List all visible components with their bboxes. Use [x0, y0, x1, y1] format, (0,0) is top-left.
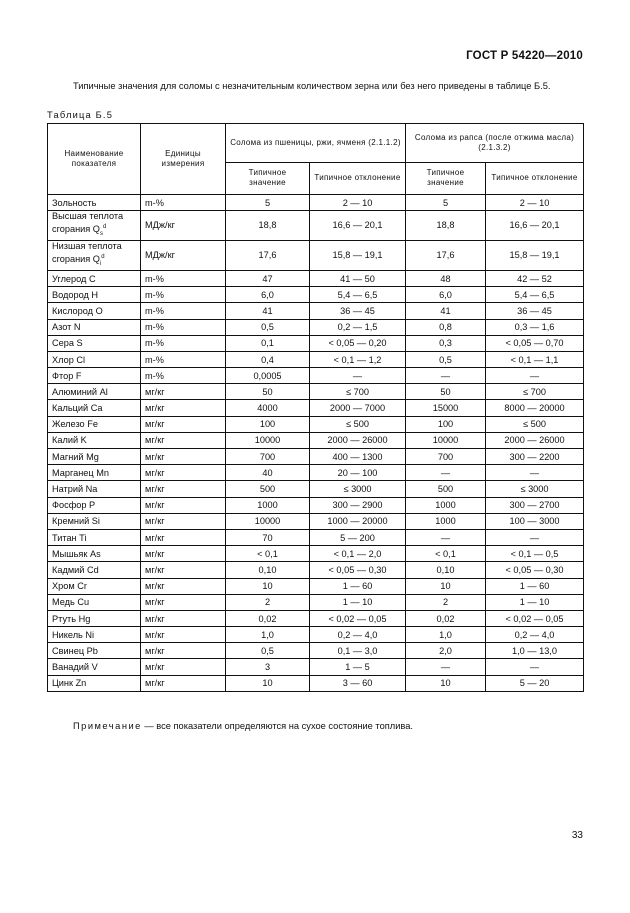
row-name-cell [48, 303, 141, 319]
row-typical-rapeseed: 0,5 [406, 351, 486, 367]
row-deviation-rapeseed: 1 — 10 [486, 594, 584, 610]
row-typical-rapeseed: 48 [406, 270, 486, 286]
row-unit: мг/кг [141, 643, 226, 659]
table-row [48, 513, 584, 529]
row-name-cell [48, 643, 141, 659]
row-deviation-rapeseed: ≤ 3000 [486, 481, 584, 497]
row-typical-rapeseed: 10 [406, 675, 486, 691]
row-name-cell [48, 432, 141, 448]
row-name-cell [48, 529, 141, 545]
row-name: Никель Ni [52, 629, 95, 640]
table-row [48, 319, 584, 335]
row-deviation-wheat: 0,2 — 1,5 [310, 319, 406, 335]
row-unit: m-% [141, 368, 226, 384]
row-typical-wheat: 0,5 [226, 643, 310, 659]
row-name: Титан Ti [52, 532, 87, 543]
row-name: Азот N [52, 322, 81, 333]
table-row [48, 546, 584, 562]
row-deviation-wheat: 36 — 45 [310, 303, 406, 319]
row-name: Низшая теплота сгорания Q [52, 241, 122, 265]
row-unit: m-% [141, 319, 226, 335]
row-name: Сера S [52, 338, 83, 349]
table-row [48, 416, 584, 432]
table-note [47, 721, 585, 731]
intro-paragraph: Типичные значения для соломы с незначительным количеством зерна или без него приведены в таблице Б.5. [73, 81, 551, 91]
row-unit: мг/кг [141, 610, 226, 626]
row-name-cell [48, 594, 141, 610]
row-deviation-wheat: 20 — 100 [310, 465, 406, 481]
row-typical-rapeseed: 500 [406, 481, 486, 497]
row-deviation-wheat: 1 — 5 [310, 659, 406, 675]
row-name: Хром Cr [52, 581, 87, 592]
page-number: 33 [571, 830, 583, 841]
row-typical-rapeseed: 17,6 [406, 241, 486, 271]
row-typical-wheat: 100 [226, 416, 310, 432]
row-typical-wheat: 3 [226, 659, 310, 675]
row-deviation-rapeseed: 5,4 — 6,5 [486, 287, 584, 303]
row-unit: m-% [141, 287, 226, 303]
table-row [48, 643, 584, 659]
row-name-cell [48, 546, 141, 562]
header-typical-1: Типичное значение [226, 162, 310, 194]
row-typical-rapeseed: 18,8 [406, 211, 486, 241]
row-deviation-rapeseed: 1 — 60 [486, 578, 584, 594]
table-row [48, 303, 584, 319]
row-deviation-rapeseed: 300 — 2200 [486, 449, 584, 465]
row-unit: m-% [141, 195, 226, 211]
table-row [48, 627, 584, 643]
table-header-row [48, 124, 584, 163]
row-name: Фосфор P [52, 500, 96, 511]
row-name: Свинец Pb [52, 645, 98, 656]
row-typical-wheat: 0,1 [226, 335, 310, 351]
header-group-wheat: Солома из пшеницы, ржи, ячменя (2.1.1.2) [226, 124, 406, 163]
row-name: Алюминий Al [52, 386, 108, 397]
row-name: Фтор F [52, 370, 82, 381]
row-unit: мг/кг [141, 481, 226, 497]
row-deviation-wheat: ≤ 3000 [310, 481, 406, 497]
row-typical-wheat: 0,10 [226, 562, 310, 578]
row-name-cell [48, 497, 141, 513]
row-typical-rapeseed: 0,02 [406, 610, 486, 626]
row-deviation-wheat: 300 — 2900 [310, 497, 406, 513]
row-name-cell [48, 270, 141, 286]
row-typical-rapeseed: 100 [406, 416, 486, 432]
row-unit: МДж/кг [141, 241, 226, 271]
row-deviation-wheat: 16,6 — 20,1 [310, 211, 406, 241]
row-typical-wheat: 700 [226, 449, 310, 465]
row-name: Высшая теплота сгорания Q [52, 211, 124, 235]
row-name-cell [48, 627, 141, 643]
row-deviation-wheat: — [310, 368, 406, 384]
row-unit: мг/кг [141, 529, 226, 545]
row-name: Калий K [52, 435, 87, 446]
table-row [48, 195, 584, 211]
row-name: Хлор Cl [52, 354, 86, 365]
row-name: Зольность [52, 197, 97, 208]
table-row [48, 211, 584, 241]
table-row [48, 594, 584, 610]
row-typical-wheat: 40 [226, 465, 310, 481]
row-deviation-rapeseed: < 0,1 — 1,1 [486, 351, 584, 367]
row-name: Углерод C [52, 273, 96, 284]
row-typical-wheat: 0,4 [226, 351, 310, 367]
row-deviation-wheat: 2000 — 26000 [310, 432, 406, 448]
row-deviation-wheat: 2000 — 7000 [310, 400, 406, 416]
row-name-cell [48, 400, 141, 416]
row-typical-rapeseed: — [406, 465, 486, 481]
row-name-cell [48, 578, 141, 594]
row-name: Медь Cu [52, 597, 90, 608]
row-name-cell [48, 416, 141, 432]
row-deviation-rapeseed: — [486, 529, 584, 545]
table-row [48, 449, 584, 465]
row-deviation-rapeseed: 8000 — 20000 [486, 400, 584, 416]
row-typical-wheat: 10000 [226, 432, 310, 448]
row-deviation-rapeseed: ≤ 500 [486, 416, 584, 432]
row-typical-wheat: 10 [226, 675, 310, 691]
row-deviation-wheat: 1000 — 20000 [310, 513, 406, 529]
row-unit: мг/кг [141, 432, 226, 448]
row-name-cell [48, 211, 141, 241]
table-row [48, 432, 584, 448]
row-typical-rapeseed: 1000 [406, 513, 486, 529]
row-deviation-wheat: < 0,05 — 0,30 [310, 562, 406, 578]
row-deviation-wheat: 1 — 10 [310, 594, 406, 610]
row-typical-wheat: 10000 [226, 513, 310, 529]
row-name: Цинк Zn [52, 678, 87, 689]
row-unit: мг/кг [141, 513, 226, 529]
row-name: Кальций Ca [52, 403, 103, 414]
row-typical-rapeseed: — [406, 659, 486, 675]
row-typical-rapeseed: 2,0 [406, 643, 486, 659]
row-typical-rapeseed: — [406, 368, 486, 384]
table-row [48, 241, 584, 271]
row-deviation-rapeseed: 15,8 — 19,1 [486, 241, 584, 271]
row-name: Магний Mg [52, 451, 99, 462]
row-name-cell [48, 481, 141, 497]
row-name-cell [48, 195, 141, 211]
row-typical-wheat: 500 [226, 481, 310, 497]
row-unit: мг/кг [141, 416, 226, 432]
row-deviation-rapeseed: 1,0 — 13,0 [486, 643, 584, 659]
row-typical-rapeseed: 0,10 [406, 562, 486, 578]
row-name: Марганец Mn [52, 467, 109, 478]
header-deviation-1: Типичное отклонение [310, 162, 406, 194]
row-deviation-wheat: ≤ 700 [310, 384, 406, 400]
row-unit: мг/кг [141, 400, 226, 416]
row-deviation-wheat: 5,4 — 6,5 [310, 287, 406, 303]
row-typical-rapeseed: 0,3 [406, 335, 486, 351]
row-deviation-wheat: < 0,1 — 1,2 [310, 351, 406, 367]
table-row [48, 368, 584, 384]
row-name-cell [48, 368, 141, 384]
row-name: Ртуть Hg [52, 613, 91, 624]
row-typical-wheat: 0,0005 [226, 368, 310, 384]
row-unit: мг/кг [141, 627, 226, 643]
table-row [48, 675, 584, 691]
row-unit: m-% [141, 270, 226, 286]
header-deviation-2: Типичное отклонение [486, 162, 584, 194]
row-name-subscript: i [99, 260, 102, 267]
row-deviation-rapeseed: — [486, 465, 584, 481]
row-typical-wheat: 18,8 [226, 211, 310, 241]
row-deviation-wheat: 400 — 1300 [310, 449, 406, 465]
row-typical-wheat: 17,6 [226, 241, 310, 271]
row-name-superscript: d [101, 254, 105, 261]
row-unit: мг/кг [141, 578, 226, 594]
row-unit: мг/кг [141, 449, 226, 465]
row-typical-rapeseed: 10 [406, 578, 486, 594]
row-typical-rapeseed: < 0,1 [406, 546, 486, 562]
row-typical-wheat: 1000 [226, 497, 310, 513]
row-name: Кислород O [52, 305, 103, 316]
row-typical-wheat: 41 [226, 303, 310, 319]
row-unit: мг/кг [141, 465, 226, 481]
table-row [48, 659, 584, 675]
row-deviation-rapeseed: 0,2 — 4,0 [486, 627, 584, 643]
table-row [48, 562, 584, 578]
row-typical-rapeseed: 15000 [406, 400, 486, 416]
row-deviation-rapeseed: 42 — 52 [486, 270, 584, 286]
table-row [48, 497, 584, 513]
row-name: Водород H [52, 289, 99, 300]
row-unit: мг/кг [141, 562, 226, 578]
row-typical-wheat: 47 [226, 270, 310, 286]
row-deviation-wheat: < 0,05 — 0,20 [310, 335, 406, 351]
row-typical-wheat: 6,0 [226, 287, 310, 303]
row-deviation-rapeseed: 2 — 10 [486, 195, 584, 211]
row-deviation-rapeseed: 5 — 20 [486, 675, 584, 691]
row-typical-wheat: 0,02 [226, 610, 310, 626]
row-deviation-rapeseed: < 0,02 — 0,05 [486, 610, 584, 626]
row-name-cell [48, 610, 141, 626]
note-label: Примечание [73, 721, 142, 731]
row-unit: m-% [141, 303, 226, 319]
row-name: Натрий Na [52, 484, 98, 494]
row-deviation-wheat: 2 — 10 [310, 195, 406, 211]
row-typical-wheat: 50 [226, 384, 310, 400]
row-deviation-rapeseed: 100 — 3000 [486, 513, 584, 529]
row-typical-wheat: 1,0 [226, 627, 310, 643]
row-deviation-rapeseed: 2000 — 26000 [486, 432, 584, 448]
row-deviation-wheat: 0,2 — 4,0 [310, 627, 406, 643]
row-unit: мг/кг [141, 384, 226, 400]
row-typical-rapeseed: 700 [406, 449, 486, 465]
row-typical-rapeseed: 10000 [406, 432, 486, 448]
table-body [48, 195, 584, 692]
row-name-cell [48, 562, 141, 578]
row-name: Железо Fe [52, 419, 98, 430]
row-typical-rapeseed: 50 [406, 384, 486, 400]
row-name-cell [48, 241, 141, 271]
row-name: Мышьяк As [52, 548, 101, 559]
row-deviation-rapeseed: — [486, 659, 584, 675]
row-name: Ванадий V [52, 662, 98, 673]
row-typical-wheat: 4000 [226, 400, 310, 416]
row-deviation-rapeseed: 16,6 — 20,1 [486, 211, 584, 241]
row-unit: мг/кг [141, 675, 226, 691]
row-deviation-wheat: 1 — 60 [310, 578, 406, 594]
row-typical-rapeseed: — [406, 529, 486, 545]
row-name-cell [48, 335, 141, 351]
table-caption: Таблица Б.5 [47, 110, 114, 120]
row-deviation-wheat: ≤ 500 [310, 416, 406, 432]
header-typical-2: Типичное значение [406, 162, 486, 194]
table-row [48, 351, 584, 367]
row-deviation-wheat: 5 — 200 [310, 529, 406, 545]
row-typical-rapeseed: 1,0 [406, 627, 486, 643]
row-name-cell [48, 287, 141, 303]
row-typical-wheat: 2 [226, 594, 310, 610]
data-table [47, 123, 584, 692]
row-unit: мг/кг [141, 594, 226, 610]
row-name-cell [48, 513, 141, 529]
row-unit: мг/кг [141, 659, 226, 675]
row-name-cell [48, 384, 141, 400]
table-row [48, 578, 584, 594]
row-typical-rapeseed: 5 [406, 195, 486, 211]
row-name-cell [48, 449, 141, 465]
row-deviation-rapeseed: < 0,05 — 0,30 [486, 562, 584, 578]
row-deviation-wheat: < 0,02 — 0,05 [310, 610, 406, 626]
table-row [48, 529, 584, 545]
row-name-cell [48, 319, 141, 335]
row-deviation-wheat: < 0,1 — 2,0 [310, 546, 406, 562]
table-row [48, 465, 584, 481]
row-deviation-wheat: 15,8 — 19,1 [310, 241, 406, 271]
header-group-rapeseed: Солома из рапса (после отжима масла) (2.1.3.2) [406, 124, 584, 163]
row-deviation-wheat: 41 — 50 [310, 270, 406, 286]
row-typical-rapeseed: 0,8 [406, 319, 486, 335]
row-deviation-rapeseed: 0,3 — 1,6 [486, 319, 584, 335]
row-typical-wheat: 70 [226, 529, 310, 545]
row-name-cell [48, 675, 141, 691]
row-deviation-rapeseed: < 0,1 — 0,5 [486, 546, 584, 562]
row-typical-wheat: 5 [226, 195, 310, 211]
row-unit: мг/кг [141, 497, 226, 513]
row-name: Кремний Si [52, 516, 100, 527]
row-unit: МДж/кг [141, 211, 226, 241]
row-deviation-wheat: 3 — 60 [310, 675, 406, 691]
row-deviation-rapeseed: < 0,05 — 0,70 [486, 335, 584, 351]
table-row [48, 481, 584, 497]
row-unit: m-% [141, 351, 226, 367]
row-typical-wheat: 10 [226, 578, 310, 594]
row-name-subscript: s [99, 231, 103, 238]
row-name-superscript: d [102, 224, 107, 231]
table-row [48, 335, 584, 351]
table-row [48, 400, 584, 416]
header-unit: Единицы измерения [141, 124, 226, 195]
row-typical-rapeseed: 2 [406, 594, 486, 610]
row-typical-rapeseed: 6,0 [406, 287, 486, 303]
row-unit: мг/кг [141, 546, 226, 562]
row-name-cell [48, 351, 141, 367]
row-typical-rapeseed: 1000 [406, 497, 486, 513]
header-name: Наименование показателя [48, 124, 141, 195]
row-unit: m-% [141, 335, 226, 351]
row-deviation-wheat: 0,1 — 3,0 [310, 643, 406, 659]
row-name: Кадмий Cd [52, 564, 99, 575]
row-typical-wheat: 0,5 [226, 319, 310, 335]
table-row [48, 287, 584, 303]
table-row [48, 384, 584, 400]
note-text: — все показатели определяются на сухое состояние топлива. [141, 721, 414, 731]
row-deviation-rapeseed: ≤ 700 [486, 384, 584, 400]
row-typical-rapeseed: 41 [406, 303, 486, 319]
row-name-cell [48, 659, 141, 675]
row-deviation-rapeseed: 36 — 45 [486, 303, 584, 319]
document-header: ГОСТ Р 54220—2010 [466, 50, 583, 62]
row-typical-wheat: < 0,1 [226, 546, 310, 562]
table-row [48, 270, 584, 286]
row-name-cell [48, 465, 141, 481]
row-deviation-rapeseed: — [486, 368, 584, 384]
row-deviation-rapeseed: 300 — 2700 [486, 497, 584, 513]
table-row [48, 610, 584, 626]
